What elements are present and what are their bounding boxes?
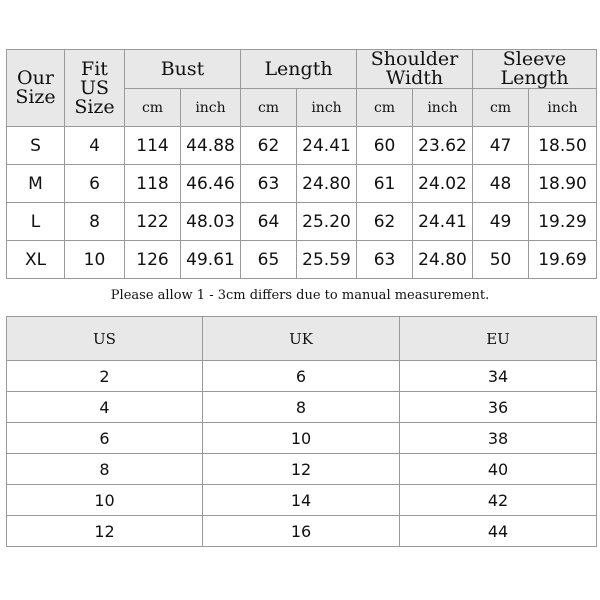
cell-bust-inch: 48.03 [181, 203, 241, 241]
cell-sleeve-inch: 19.29 [529, 203, 597, 241]
cell-length-cm: 62 [241, 127, 297, 165]
header-bust: Bust [125, 50, 241, 89]
cell-shoulder-cm: 63 [357, 241, 413, 279]
cell-shoulder-inch: 23.62 [413, 127, 473, 165]
cell-us: 10 [7, 485, 203, 516]
header-shoulder-width: Shoulder Width [357, 50, 473, 89]
cell-us: 4 [7, 392, 203, 423]
header-eu: EU [400, 317, 597, 361]
cell-uk: 6 [203, 361, 400, 392]
cell-size: M [7, 165, 65, 203]
cell-bust-cm: 126 [125, 241, 181, 279]
cell-length-cm: 63 [241, 165, 297, 203]
cell-us-size: 6 [65, 165, 125, 203]
measurement-note: Please allow 1 - 3cm differs due to manual measurement. [110, 288, 490, 303]
header-length: Length [241, 50, 357, 89]
table-row [7, 516, 597, 547]
header-our-size: Our Size [7, 50, 65, 127]
header-length-inch: inch [297, 89, 357, 127]
cell-sleeve-cm: 48 [473, 165, 529, 203]
cell-shoulder-cm: 60 [357, 127, 413, 165]
cell-eu: 40 [400, 454, 597, 485]
cell-bust-cm: 114 [125, 127, 181, 165]
table-row [7, 241, 597, 279]
table-row [7, 203, 597, 241]
cell-us: 8 [7, 454, 203, 485]
cell-us: 12 [7, 516, 203, 547]
cell-shoulder-cm: 62 [357, 203, 413, 241]
cell-us-size: 4 [65, 127, 125, 165]
size-chart-table [6, 49, 597, 279]
header-bust-inch: inch [181, 89, 241, 127]
header-us: US [7, 317, 203, 361]
cell-us: 2 [7, 361, 203, 392]
cell-sleeve-cm: 49 [473, 203, 529, 241]
cell-size: L [7, 203, 65, 241]
size-conversion-table [6, 316, 597, 547]
cell-uk: 12 [203, 454, 400, 485]
cell-length-cm: 65 [241, 241, 297, 279]
table-row [7, 454, 597, 485]
cell-uk: 10 [203, 423, 400, 454]
header-sleeve-cm: cm [473, 89, 529, 127]
cell-shoulder-inch: 24.02 [413, 165, 473, 203]
cell-size: XL [7, 241, 65, 279]
cell-bust-inch: 49.61 [181, 241, 241, 279]
cell-length-inch: 25.20 [297, 203, 357, 241]
cell-length-inch: 25.59 [297, 241, 357, 279]
cell-sleeve-inch: 18.50 [529, 127, 597, 165]
header-shoulder-cm: cm [357, 89, 413, 127]
table-row [7, 392, 597, 423]
table-row [7, 485, 597, 516]
cell-shoulder-inch: 24.41 [413, 203, 473, 241]
cell-eu: 42 [400, 485, 597, 516]
cell-sleeve-cm: 47 [473, 127, 529, 165]
cell-length-inch: 24.41 [297, 127, 357, 165]
conversion-header-row [7, 317, 597, 361]
cell-length-inch: 24.80 [297, 165, 357, 203]
cell-bust-inch: 46.46 [181, 165, 241, 203]
cell-sleeve-cm: 50 [473, 241, 529, 279]
cell-bust-inch: 44.88 [181, 127, 241, 165]
cell-us-size: 10 [65, 241, 125, 279]
cell-uk: 16 [203, 516, 400, 547]
table-row [7, 423, 597, 454]
table-row [7, 361, 597, 392]
cell-uk: 8 [203, 392, 400, 423]
cell-bust-cm: 122 [125, 203, 181, 241]
cell-bust-cm: 118 [125, 165, 181, 203]
cell-uk: 14 [203, 485, 400, 516]
header-uk: UK [203, 317, 400, 361]
cell-shoulder-inch: 24.80 [413, 241, 473, 279]
cell-shoulder-cm: 61 [357, 165, 413, 203]
cell-sleeve-inch: 19.69 [529, 241, 597, 279]
cell-eu: 36 [400, 392, 597, 423]
header-sleeve-inch: inch [529, 89, 597, 127]
header-sleeve-length: Sleeve Length [473, 50, 597, 89]
cell-length-cm: 64 [241, 203, 297, 241]
header-fit-us-size: Fit US Size [65, 50, 125, 127]
table-row [7, 127, 597, 165]
size-chart-header-row [7, 50, 597, 89]
cell-eu: 38 [400, 423, 597, 454]
cell-sleeve-inch: 18.90 [529, 165, 597, 203]
cell-size: S [7, 127, 65, 165]
cell-eu: 44 [400, 516, 597, 547]
header-length-cm: cm [241, 89, 297, 127]
table-row [7, 165, 597, 203]
cell-us-size: 8 [65, 203, 125, 241]
cell-us: 6 [7, 423, 203, 454]
header-shoulder-inch: inch [413, 89, 473, 127]
header-bust-cm: cm [125, 89, 181, 127]
cell-eu: 34 [400, 361, 597, 392]
